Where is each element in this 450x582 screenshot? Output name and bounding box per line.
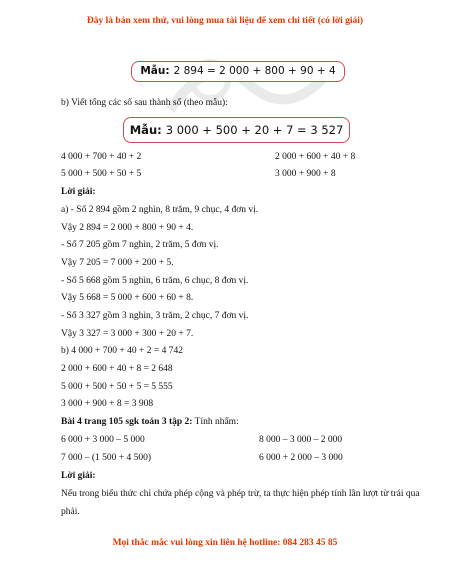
part-b-title: b) Viết tổng các số sau thành số (theo mẫu): bbox=[61, 98, 228, 108]
sample-label: Mẫu: bbox=[129, 123, 162, 137]
sample-box-2 bbox=[123, 117, 350, 143]
sample-expression: 2 894 = 2 000 + 800 + 90 + 4 bbox=[173, 65, 336, 77]
solution-line: Vậy 5 668 = 5 000 + 600 + 60 + 8. bbox=[61, 293, 194, 303]
sample-label: Mẫu: bbox=[140, 65, 170, 77]
calc-right: 8 000 – 3 000 – 2 000 bbox=[259, 435, 343, 445]
solution-line: - Số 3 327 gồm 3 nghìn, 3 trăm, 2 chục, 7 đơn vị. bbox=[61, 311, 249, 321]
exercise-left: 4 000 + 700 + 40 + 2 bbox=[61, 152, 142, 162]
exercise-4-instruction: Tính nhẩm: bbox=[192, 417, 239, 427]
solution-line: - Số 7 205 gồm 7 nghìn, 2 trăm, 5 đơn vị. bbox=[61, 240, 219, 250]
header-banner: Đây là bản xem thử, vui lòng mua tài liệu để xem chi tiết (có lời giải) bbox=[86, 16, 364, 26]
solution-line: b) 4 000 + 700 + 40 + 2 = 4 742 bbox=[61, 346, 183, 356]
solution-line: - Số 5 668 gồm 5 nghìn, 6 trăm, 6 chục, 8 đơn vị. bbox=[61, 276, 249, 286]
exercise-right: 3 000 + 900 + 8 bbox=[275, 169, 336, 179]
sample-expression: 3 000 + 500 + 20 + 7 = 3 527 bbox=[165, 123, 344, 137]
solution-line: 2 000 + 600 + 40 + 8 = 2 648 bbox=[61, 364, 173, 374]
footer-banner: Mọi thắc mắc vui lòng xin liên hệ hotline: 084 283 45 85 bbox=[112, 538, 338, 548]
solution-line: 3 000 + 900 + 8 = 3 908 bbox=[61, 399, 154, 409]
solution-line: 5 000 + 500 + 50 + 5 = 5 555 bbox=[61, 382, 173, 392]
exercise-4-heading bbox=[61, 416, 239, 429]
calc-left: 6 000 + 3 000 – 5 000 bbox=[61, 435, 145, 445]
solution-line: Vậy 2 894 = 2 000 + 800 + 90 + 4. bbox=[61, 223, 194, 233]
solution-heading: Lời giải: bbox=[61, 187, 96, 197]
exercise-left: 5 000 + 500 + 50 + 5 bbox=[61, 169, 142, 179]
sample-box-1 bbox=[131, 61, 345, 82]
solution-line: Vậy 7 205 = 7 000 + 200 + 5. bbox=[61, 258, 174, 268]
exercise-4-title: Bài 4 trang 105 sgk toán 3 tập 2: bbox=[61, 417, 193, 427]
calc-left: 7 000 – (1 500 + 4 500) bbox=[61, 453, 152, 463]
final-paragraph: Nếu trong biểu thức chỉ chứa phép cộng và phép trừ, ta thực hiện phép tính lần lượt từ trái qua phải. bbox=[61, 489, 420, 517]
solution-heading: Lời giải: bbox=[61, 471, 96, 481]
solution-line: Vậy 3 327 = 3 000 + 300 + 20 + 7. bbox=[61, 329, 194, 339]
solution-line: a) - Số 2 894 gồm 2 nghìn, 8 trăm, 9 chục, 4 đơn vị. bbox=[61, 205, 259, 215]
calc-right: 6 000 + 2 000 – 3 000 bbox=[259, 453, 343, 463]
exercise-right: 2 000 + 600 + 40 + 8 bbox=[275, 152, 356, 162]
